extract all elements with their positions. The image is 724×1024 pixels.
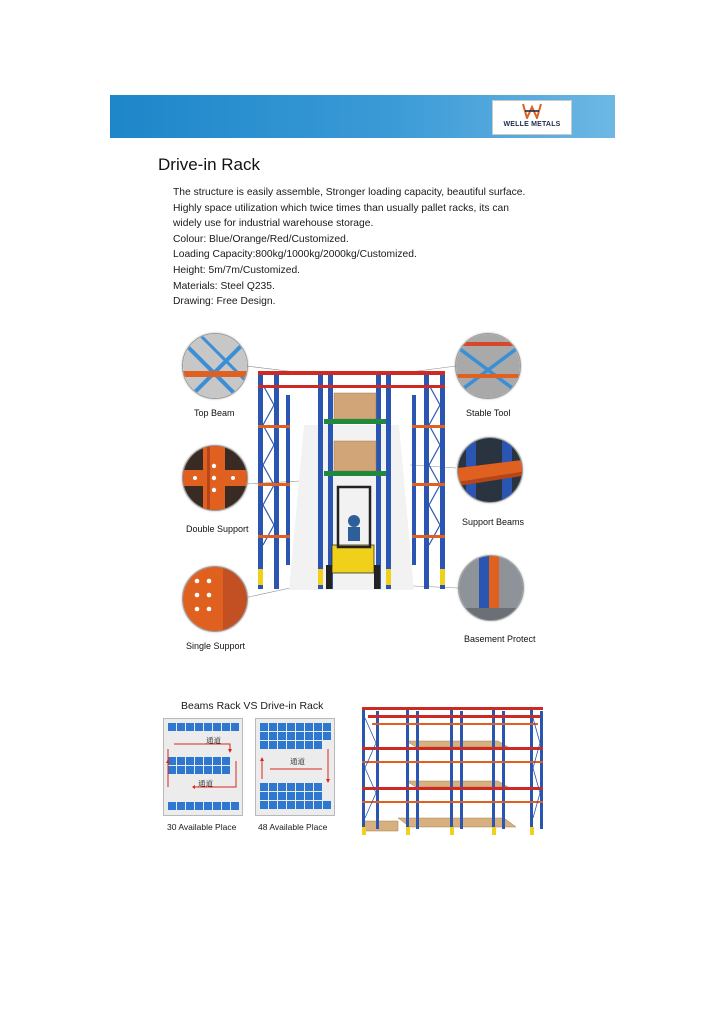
description-line: Highly space utilization which twice times than usually pallet racks, its can xyxy=(173,202,509,214)
stable-tool-photo xyxy=(455,333,521,399)
description-line: Height: 5m/7m/Customized. xyxy=(173,264,301,276)
label-support-beams: Support Beams xyxy=(462,517,525,527)
aisle-label: 通道 xyxy=(198,779,213,788)
description-line: Colour: Blue/Orange/Red/Customized. xyxy=(173,233,349,245)
brand-name: WELLE METALS xyxy=(503,121,561,128)
drive-in-rack-plan xyxy=(255,718,335,816)
wm-logo-icon xyxy=(522,103,542,119)
aisle-label: 通道 xyxy=(206,736,221,745)
label-single-support: Single Support xyxy=(186,641,246,651)
brand-logo xyxy=(492,100,572,135)
aisle-label: 通道 xyxy=(290,757,305,766)
description xyxy=(173,185,553,310)
comparison-title: Beams Rack VS Drive-in Rack xyxy=(181,700,324,712)
label-basement-protect: Basement Protect xyxy=(464,634,536,644)
description-line: The structure is easily assemble, Stronger loading capacity, beautiful surface. xyxy=(173,187,526,198)
description-line: Materials: Steel Q235. xyxy=(173,280,275,292)
page-title: Drive-in Rack xyxy=(158,155,261,174)
drive-in-rack-illustration xyxy=(254,365,450,595)
double-support-photo xyxy=(182,445,248,511)
support-beams-photo xyxy=(457,437,523,503)
beams-rack-capacity: 30 Available Place xyxy=(167,822,237,832)
drive-in-rack-3d-render xyxy=(358,703,546,838)
header-banner xyxy=(110,95,615,138)
beams-rack-plan xyxy=(163,718,243,816)
label-top-beam: Top Beam xyxy=(194,408,235,418)
top-beam-photo xyxy=(182,333,248,399)
description-line: widely use for industrial warehouse storage. xyxy=(173,218,374,230)
basement-protect-photo xyxy=(458,555,524,621)
description-line: Loading Capacity:800kg/1000kg/2000kg/Customized. xyxy=(173,249,417,261)
drive-in-rack-capacity: 48 Available Place xyxy=(258,822,328,832)
single-support-photo xyxy=(182,566,248,632)
label-double-support: Double Support xyxy=(186,524,249,534)
description-line: Drawing: Free Design. xyxy=(173,296,276,308)
label-stable-tool: Stable Tool xyxy=(466,408,511,418)
